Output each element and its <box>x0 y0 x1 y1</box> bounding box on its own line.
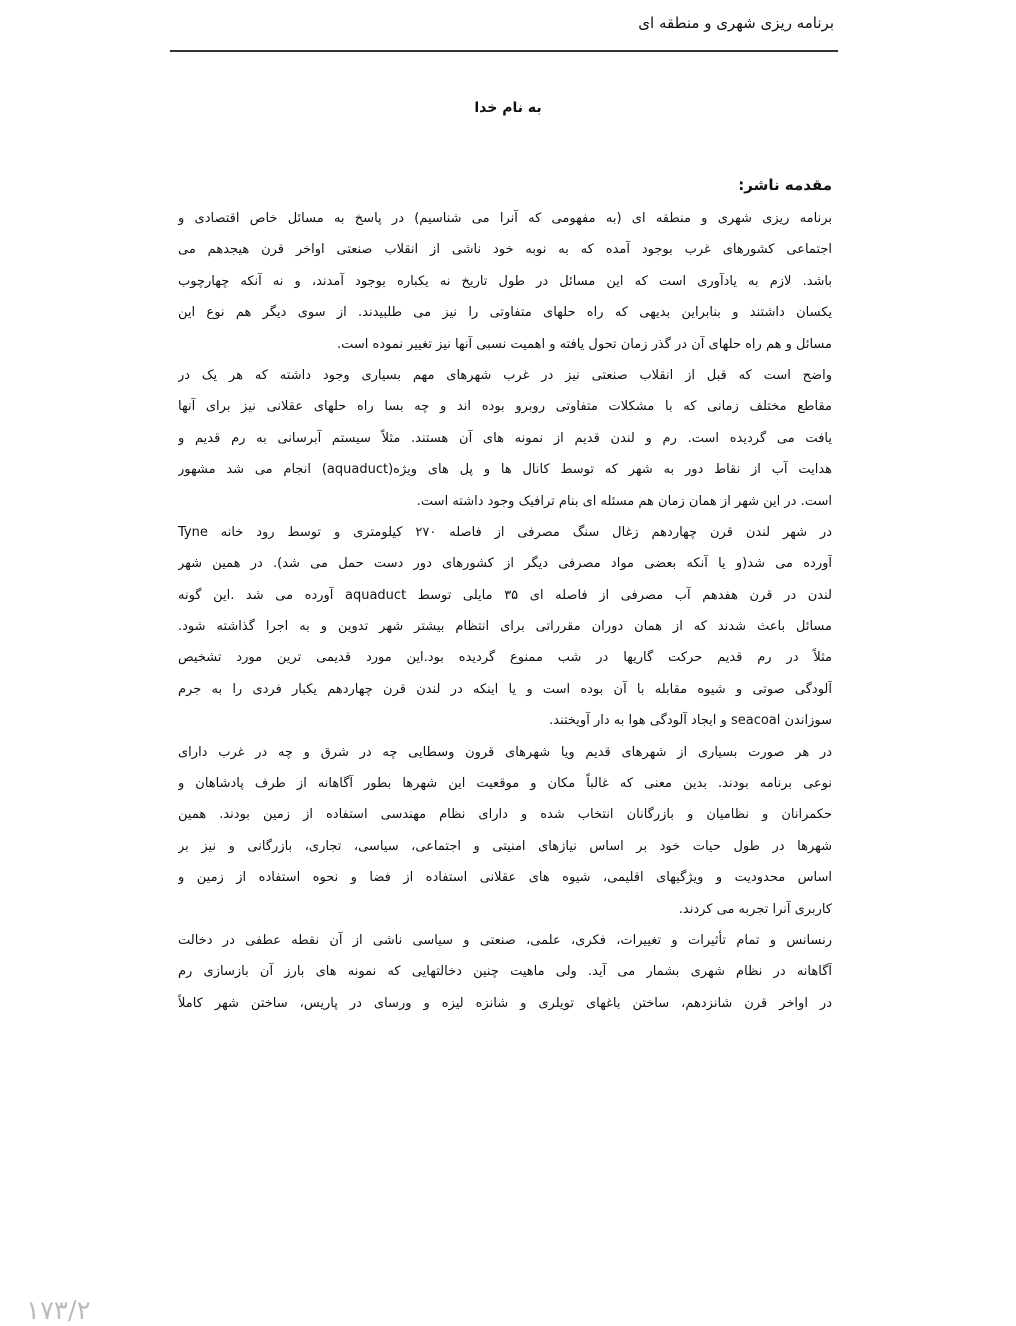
paragraph <box>178 363 832 520</box>
paragraph <box>178 928 832 1022</box>
text-line: در اواخر قرن شانزدهم، ساختن باغهای تویلری و شانزه لیزه و ورسای در پاریس، ساختن شهر کاملاً <box>178 995 832 1011</box>
running-header: برنامه ریزی شهری و منطقه ای <box>638 14 834 32</box>
text-line: مسائل باعث شدند که از همان دوران مقرراتی برای انتظام بیشتر شهر تدوین و به اجرا گذاشته شود. <box>178 619 832 635</box>
text-line: در شهر لندن قرن چهاردهم زغال سنگ مصرفی از فاصله ۲۷۰ کیلومتری و توسط رود خانه Tyne <box>178 524 832 540</box>
document-body <box>178 206 832 1022</box>
text-line: مثلاً در رم قدیم حرکت گاریها در شب ممنوع گردیده بود.این مورد قدیمی ترین مورد تشخیص <box>178 650 832 666</box>
text-line: آگاهانه در نظام شهری بشمار می آید. ولی ماهیت چنین دخالتهایی که نمونه های بارز آن بازسازی رم <box>178 964 832 980</box>
text-line: یافت می گردیده است. رم و لندن قدیم از نمونه های آن هستند. مثلاً سیستم آبرسانی به رم قدیم و <box>178 430 832 446</box>
paragraph <box>178 206 832 363</box>
text-line: هدایت آب از نقاط دور به شهر که توسط کانال ها و پل های ویژه(aquaduct) انجام می شد مشهور <box>178 462 832 478</box>
text-line: نوعی برنامه بودند. بدین معنی که غالباً مکان و موقعیت این شهرها بطور آگاهانه از طرف پادشاهان و <box>178 776 832 792</box>
text-line: لندن در قرن هفدهم آب مصرفی از فاصله ای ۳۵ مایلی توسط aquaduct آورده می شد .این گونه <box>178 587 832 603</box>
text-line: برنامه ریزی شهری و منطقه ای (به مفهومی که آنرا می شناسیم) در پاسخ به مسائل خاص اقتصادی و <box>178 211 832 226</box>
text-line: سوزاندن seacoal و ایجاد آلودگی هوا به دار آویختند. <box>549 713 832 729</box>
paragraph <box>178 740 832 928</box>
text-line: شهرها در طول حیات خود بر اساس نیازهای امنیتی و اجتماعی، سیاسی، تجاری، بازرگانی و نیز بر <box>178 838 832 854</box>
section-heading: مقدمه ناشر: <box>738 176 832 194</box>
text-line: اجتماعی کشورهای غرب بوجود آمده که به نوبه خود ناشی از انقلاب صنعتی اواخر قرن هیجدهم می <box>178 242 832 258</box>
text-line: آورده می شد(و یا آنکه بعضی مواد مصرفی دیگر از کشورهای دور دست حمل می شد). در همین شهر <box>178 556 832 572</box>
text-line: مقاطع مختلف زمانی که با مشکلات متفاوتی روبرو بوده اند و چه بسا راه حلهای عقلانی نیز برای آنها <box>178 399 832 415</box>
text-line: است. در این شهر از همان زمان هم مسئله ای بنام ترافیک وجود داشته است. <box>416 493 832 509</box>
text-line: یکسان داشتند و بنابراین بدیهی که راه حلهای متفاوتی را نیز می طلبیدند. از سوی دیگر هم نوع این <box>178 305 832 321</box>
paragraph <box>178 520 832 740</box>
header-divider <box>170 50 838 52</box>
page-number: ۱۷۳/۲ <box>26 1296 91 1326</box>
text-line: واضح است که قبل از انقلاب صنعتی نیز در غرب شهرهای مهم بسیاری وجود داشته که هر یک در <box>178 367 832 383</box>
text-line: حکمرانان و نظامیان و بازرگانان انتخاب شده و دارای نظام مهندسی استفاده از زمین بودند. همین <box>178 807 832 823</box>
text-line: در هر صورت بسیاری از شهرهای قدیم ویا شهرهای قرون وسطایی چه در شرق و چه در غرب دارای <box>178 744 832 760</box>
text-line: رنسانس و تمام تأثیرات و تغییرات، فکری، علمی، صنعتی و سیاسی ناشی از آن نقطه عطفی در دخالت <box>178 932 832 948</box>
text-line: باشد. لازم به یادآوری است که این مسائل در طول تاریخ نه یکباره بوجود آمدند، و نه آنکه چهارچوب <box>178 273 832 289</box>
text-line: اساس محدودیت و ویژگیهای اقلیمی، شیوه های عقلانی استفاده از فضا و نحوه استفاده از زمین و <box>178 870 832 886</box>
text-line: کاربری آنرا تجربه می کردند. <box>678 901 832 917</box>
text-line: آلودگی صوتی و شیوه مقابله با آن بوده است و یا اینکه در لندن قرن چهاردهم یکبار فردی را به جرم <box>178 681 832 697</box>
text-line: مسائل و هم راه حلهای آن در گذر زمان تحول یافته و اهمیت نسبی آنها نیز تغییر نموده است. <box>336 336 832 352</box>
page-title: به نام خدا <box>474 100 542 116</box>
